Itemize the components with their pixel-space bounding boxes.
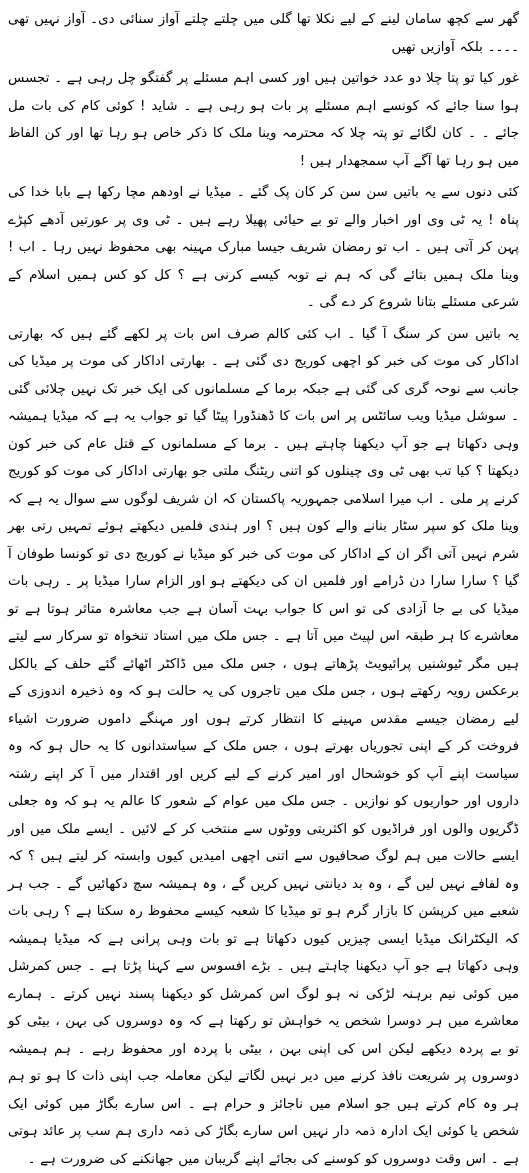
article-paragraph-3: کئی دنوں سے یہ باتیں سن سن کر کان پک گئے ۔ میڈیا نے اودھم مچا رکھا ہے بابا خدا کی پناہ ! یہ ٹی وی اور اخبار والے تو بے حیائی پھیلا رہے ہیں ۔ ٹی وی پر عورتیں آدھے کپڑے پہن کر آتی ہیں ۔ اب تو رمضان شریف جیسا مبارک مہینہ بھی محفوظ نہیں رہا ۔ اب ! وینا ملک ہمیں بتائے گی کہ ہم نے توبہ کیسے کرنی ہے ؟ کل کو کس ہمیں اسلام کے شرعی مسئلے بتانا شروع کر دے گی ۔	[8, 179, 519, 317]
article-paragraph-1: گھر سے کچھ سامان لینے کے لیے نکلا تھا گلی میں چلتے چلتے آواز سنائی دی۔ آواز نہیں تھی ۔۔۔۔ بلکہ آوازیں تھیں	[8, 6, 519, 61]
article-paragraph-4: یہ باتیں سن کر سنگ آ گیا ۔ اب کئی کالم صرف اس بات پر لکھے گئے ہیں کہ بھارتی اداکار کی موت کی خبر کو اچھی کوریج دی گئی ہے ۔ بھارتی اداکار کی موت پر میڈیا کی جانب سے نوحہ گری کی گئی ہے جبکہ برما کے مسلمانوں کی ایک خبر تک نہیں چلائی گئی ۔ سوشل میڈیا ویب سائٹس پر اس بات کا ڈھنڈورا پیٹا گیا تو جواب یہ ہے کہ میڈیا ہمیشہ وہی دکھاتا ہے جو آپ دیکھنا چاہتے ہیں ۔ برما کے مسلمانوں کے قتل عام کی خبر کون دیکھتا ؟ کیا تب بھی ٹی وی چینلوں کو اتنی ریٹنگ ملتی جو بھارتی اداکار کی موت کو کوریج کرنے پر ملی ۔ اب میرا اسلامی جمہوریہ پاکستان کہ ان شریف لوگوں سے سوال یہ ہے کہ وینا ملک کو سپر سٹار بنانے والے کون ہیں ؟ اور ہندی فلمیں دیکھتے ہوئے تمہیں رتی بھر شرم نہیں آتی اگر ان کے اداکار کی موت کی خبر کو میڈیا نے کوریج دی تو کونسا طوفان آ گیا ؟ سارا سارا دن ڈرامے اور فلمیں ان کی دیکھتے ہو اور الزام سارا میڈیا پر ۔ رہی بات میڈیا کی بے جا آزادی کی تو اس کا جواب بہت آسان ہے جب معاشرہ متاثر ہوتا ہے تو معاشرے کا ہر طبقہ اس لپیٹ میں آتا ہے ۔ جس ملک میں استاد تنخواہ تو سرکار سے لیتے ہیں مگر ٹیوشنیں پرائیویٹ پڑھاتے ہوں ، جس ملک میں ڈاکٹر اٹھائے گئے حلف کے بالکل برعکس رویہ رکھتے ہوں ، جس ملک میں تاجروں کی یہ حالت ہو کہ وہ ذخیرہ اندوزی کے لیے رمضان جیسے مقدس مہینے کا انتظار کرتے ہوں اور مہنگے داموں ضرورت اشیاء فروخت کر کے اپنی تجوریاں بھرتے ہوں ، جس ملک کے سیاستدانوں کا یہ حال ہو کہ وہ سیاست اپنے آپ کو خوشحال اور امیر کرنے کے لیے کریں اور اقتدار میں آ کر اپنے رشتہ داروں اور حواریوں کو نوازیں ۔ جس ملک میں عوام کے شعور کا عالم یہ ہو کہ وہ جعلی ڈگریوں والوں اور فراڈیوں کو اکثریتی ووٹوں سے منتخب کر کے لائیں ۔ ایسے ملک میں اور ایسے حالات میں ہم لوگ صحافیوں سے اتنی اچھی امیدیں کیوں وابستہ کر لیتے ہیں ؟ کہ وہ لفافے نہیں لیں گے ، وہ بد دیانتی نہیں کریں گے ، وہ ہمیشہ سچ دکھائیں گے ۔ جب ہر شعبے میں کرپشن کا بازار گرم ہو تو میڈیا کا شعبہ کیسے محفوظ رہ سکتا ہے ؟ رہی بات کہ الیکٹرانک میڈیا ایسی چیزیں کیوں دکھاتا ہے تو بات وہی پرانی ہے کہ میڈیا ہمیشہ وہی دکھاتا ہے جو آپ دیکھنا چاہتے ہیں ۔ بڑے افسوس سے کہنا پڑتا ہے ۔ جس کمرشل میں کوئی نیم برہنہ لڑکی نہ ہو لوگ اس کمرشل کو دیکھنا پسند نہیں کرتے ۔ ہمارے معاشرے میں ہر دوسرا شخص یہ خواہش تو رکھتا ہے کہ وہ دوسروں کی بہن ، بیٹی کو تو بے پردہ دیکھے لیکن اس کی اپنی بہن ، بیٹی با پردہ اور محفوظ رہے ۔ ہم ہمیشہ دوسروں پر شریعت نافذ کرنے میں دیر نہیں لگاتے لیکن معاملہ جب اپنی ذات کا ہو تو ہم ہر وہ کام کرتے ہیں جو اسلام میں ناجائز و حرام ہے ۔ اس سارے بگاڑ میں کوئی ایک شخص یا کوئی ایک ادارہ ذمہ دار نہیں اس سارے بگاڑ کی ذمہ داری ہم سب پر عائد ہوتی ہے ۔ اس وقت دوسروں کو کوسنے کی بجائے اپنے گریبان میں جھانکنے کی ضرورت ہے ۔	[8, 321, 519, 1173]
article-paragraph-2: غور کیا تو پتا چلا دو عدد خواتین ہیں اور کسی اہم مسئلے پر گفتگو چل رہی ہے ۔ تجسس ہوا سنا جائے کہ کونسے اہم مسئلے پر بات ہو رہی ہے ۔ شاید ! کوئی کام کی بات مل جائے ۔ ۔ کان لگائے تو پتہ چلا کہ محترمہ وینا ملک کا ذکر خاص ہو رہا تھا اور کن الفاظ میں ہو رہا تھا آگے آپ سمجھدار ہیں !	[8, 65, 519, 175]
